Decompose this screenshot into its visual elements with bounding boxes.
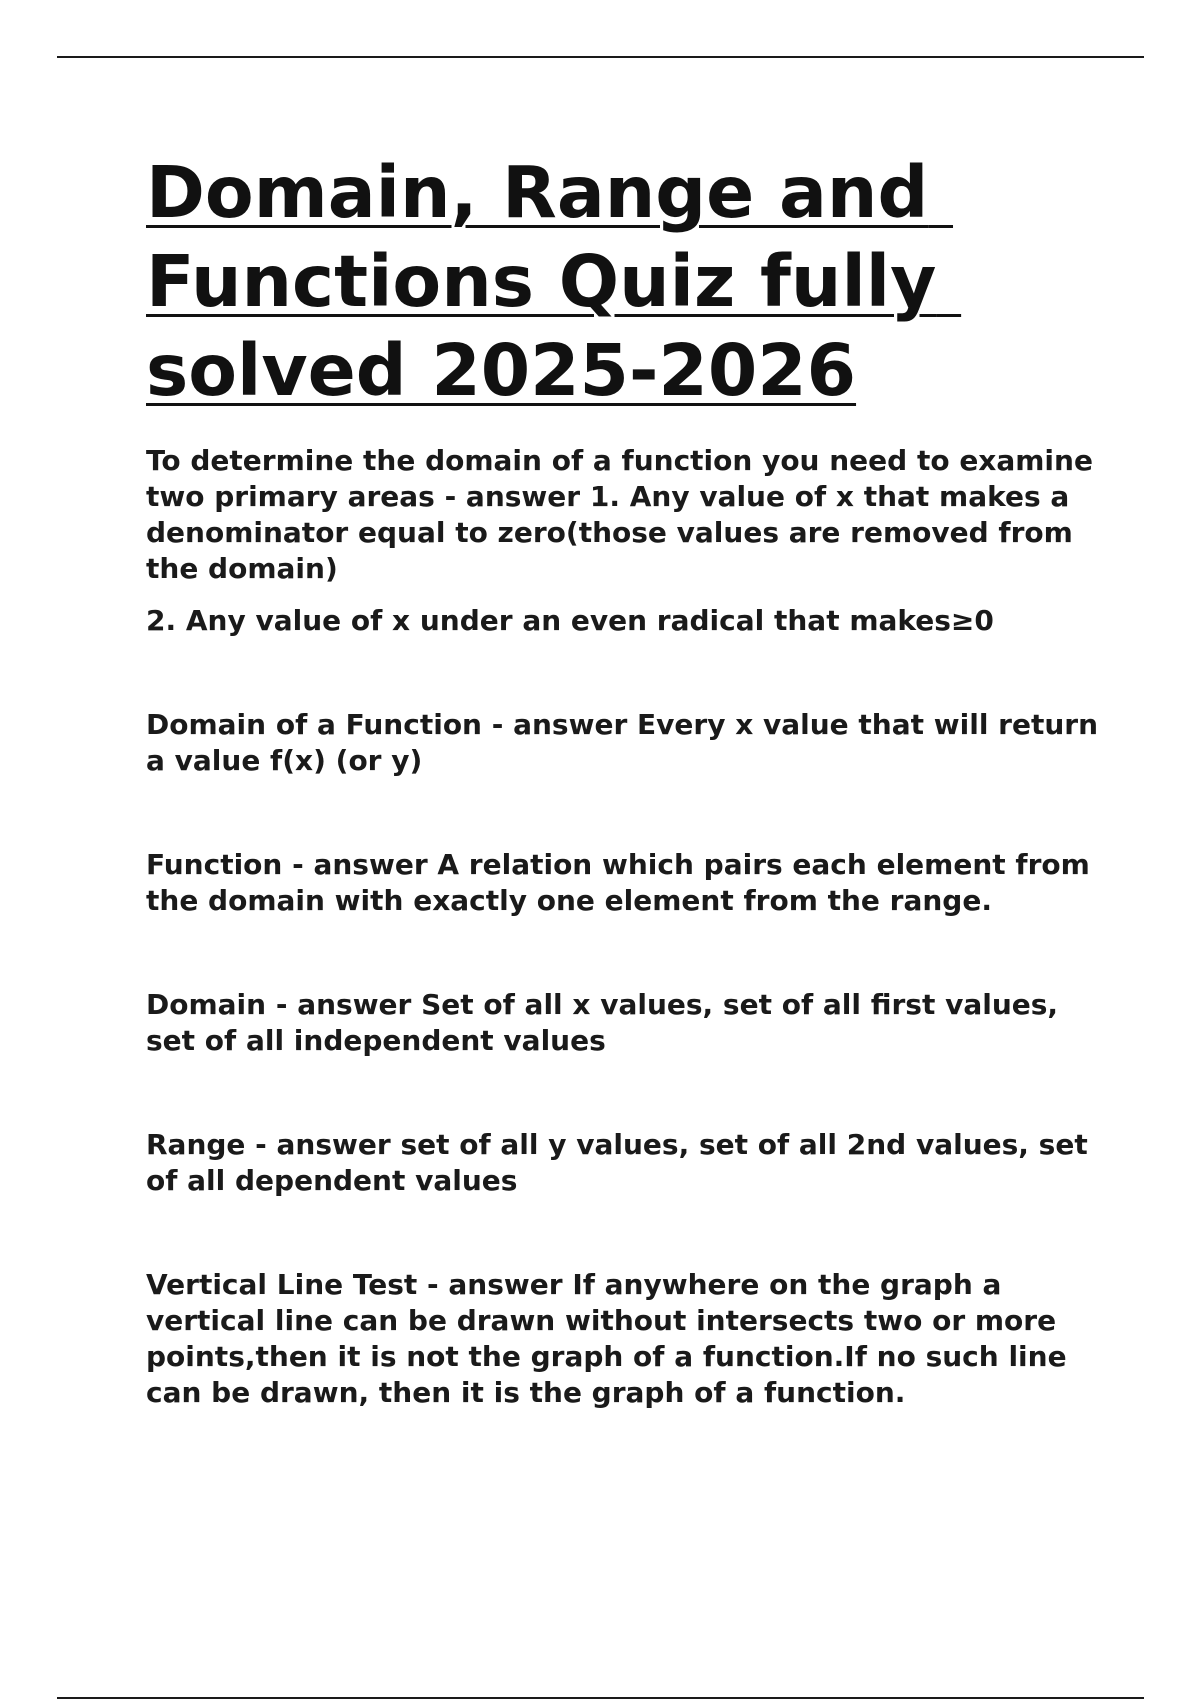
top-rule [57, 56, 1144, 58]
paragraph-vertical-line-test: Vertical Line Test - answer If anywhere on the graph a vertical line can be drawn without intersects two or more points,then it is not the graph of a function.If no such line can be drawn, then it is the graph of a function. [146, 1268, 1077, 1409]
document-body [146, 148, 1106, 1411]
paragraph-range: Range - answer set of all y values, set of all 2nd values, set of all dependent values [146, 1128, 1098, 1197]
document-title: Domain, Range and Functions Quiz fully solved 2025-2026 [146, 151, 962, 412]
paragraph-domain-of-function: Domain of a Function - answer Every x value that will return a value f(x) (or y) [146, 708, 1108, 777]
paragraph-domain: Domain - answer Set of all x values, set of all first values, set of all independent values [146, 988, 1068, 1057]
bottom-rule [57, 1697, 1144, 1699]
paragraph-even-radical: 2. Any value of x under an even radical that makes≥0 [146, 604, 994, 637]
paragraph-domain-determination: To determine the domain of a function you need to examine two primary areas - answer 1. Any value of x that makes a denominator equal to zero(those values are removed from the domain) [146, 444, 1103, 585]
paragraph-function: Function - answer A relation which pairs each element from the domain with exactly one element from the range. [146, 848, 1100, 917]
